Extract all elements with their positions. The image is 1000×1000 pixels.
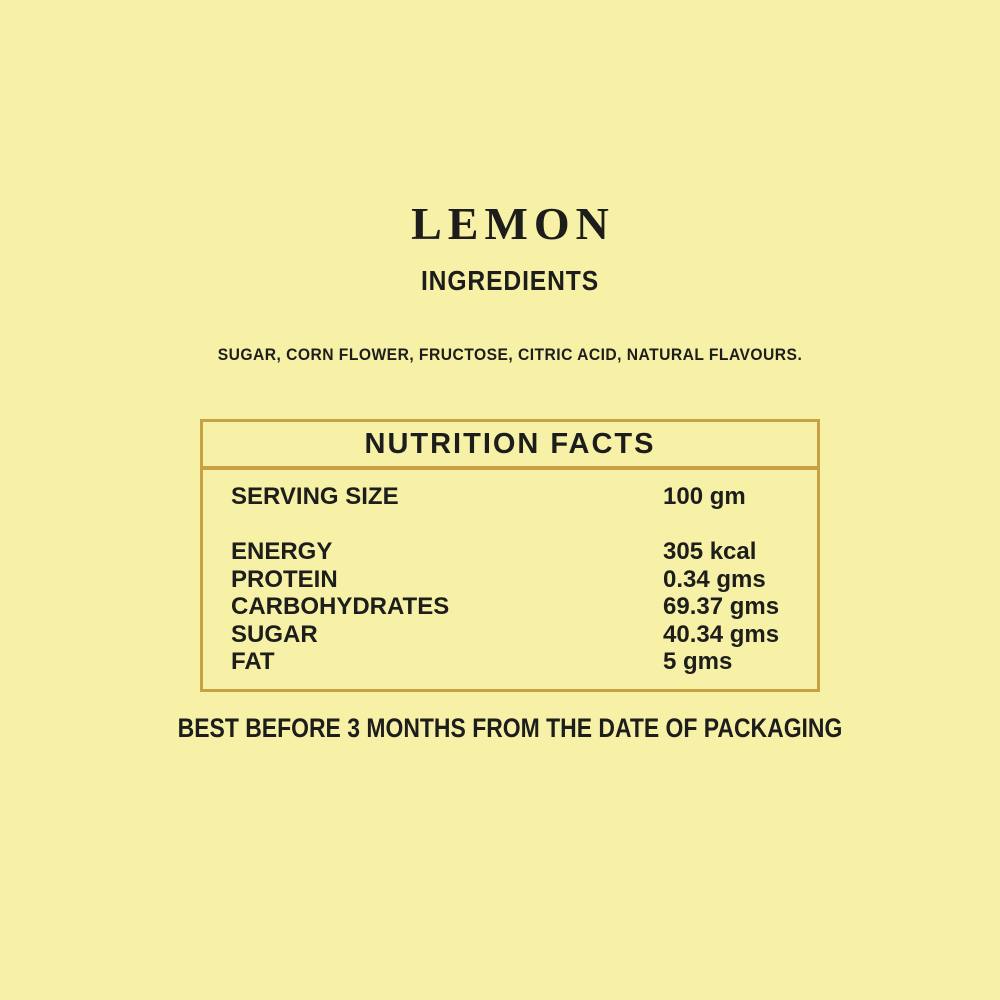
nutrition-label: SERVING SIZE xyxy=(231,483,399,510)
nutrition-label: PROTEIN xyxy=(231,565,338,593)
nutrition-value: 5 gms xyxy=(663,648,733,675)
nutrition-row-energy xyxy=(231,538,799,566)
nutrition-value: 0.34 gms xyxy=(663,565,766,593)
nutrition-value: 69.37 gms xyxy=(663,593,780,620)
nutrition-row-fat xyxy=(231,648,799,676)
nutrition-facts-table xyxy=(203,470,817,676)
nutrition-facts-panel xyxy=(200,419,820,692)
nutrition-value: 100 gm xyxy=(663,483,746,510)
ingredients-list: SUGAR, CORN FLOWER, FRUCTOSE, CITRIC ACID, NATURAL FLAVOURS. xyxy=(217,345,803,364)
ingredients-heading: INGREDIENTS xyxy=(420,265,600,296)
row-spacer xyxy=(231,511,799,539)
nutrition-facts-heading: NUTRITION FACTS xyxy=(203,422,817,470)
nutrition-row-carbohydrates xyxy=(231,593,799,621)
nutrition-label: ENERGY xyxy=(231,538,333,565)
nutrition-value: 305 kcal xyxy=(663,538,757,565)
product-title: LEMON xyxy=(411,198,615,249)
nutrition-label: SUGAR xyxy=(231,620,318,648)
nutrition-label: CARBOHYDRATES xyxy=(231,593,450,620)
nutrition-value: 40.34 gms xyxy=(663,620,780,648)
nutrition-row-protein xyxy=(231,566,799,594)
best-before-note: BEST BEFORE 3 MONTHS FROM THE DATE OF PACKAGING xyxy=(177,713,843,743)
nutrition-row-serving-size xyxy=(231,483,799,511)
nutrition-row-sugar xyxy=(231,621,799,649)
nutrition-label: FAT xyxy=(231,648,275,675)
label-content xyxy=(10,0,1000,1000)
